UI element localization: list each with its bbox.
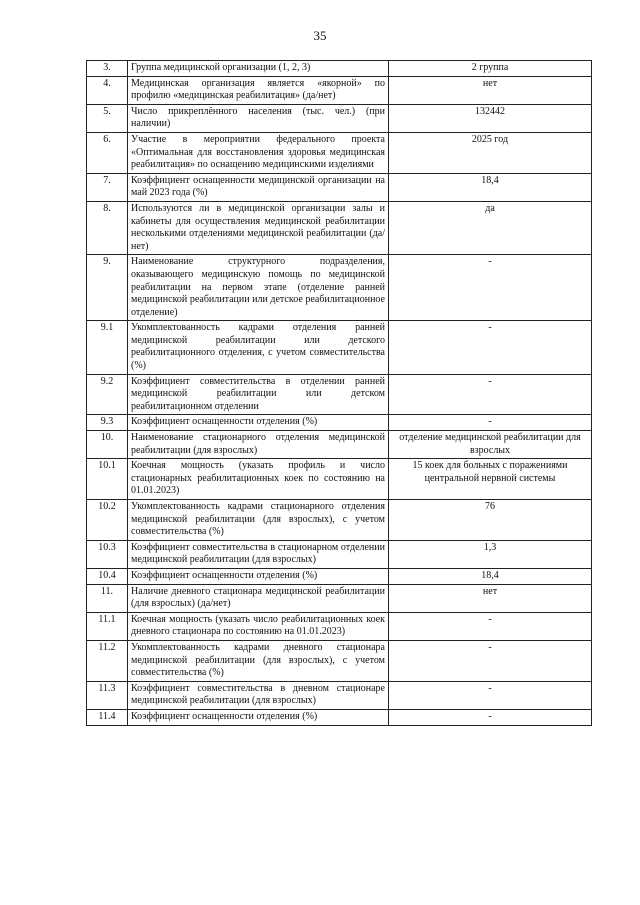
table-row <box>87 132 592 173</box>
row-description: Коэффициент оснащенности отделения (%) <box>128 415 389 431</box>
row-description: Коэффициент совместительства в стационарном отделении медицинской реабилитации (для взрослых) <box>128 540 389 568</box>
row-value: - <box>389 681 592 709</box>
row-number: 6. <box>87 132 128 173</box>
row-value: - <box>389 374 592 415</box>
row-number: 9.1 <box>87 321 128 374</box>
row-description: Укомплектованность кадрами дневного стационара медицинской реабилитации (для взрослых), с учетом совместительства (%) <box>128 640 389 681</box>
row-description: Медицинская организация является «якорной» по профилю «медицинская реабилитация» (да/нет) <box>128 76 389 104</box>
row-value: 76 <box>389 500 592 541</box>
table-row <box>87 76 592 104</box>
row-value: нет <box>389 76 592 104</box>
table-row <box>87 459 592 500</box>
row-number: 10. <box>87 431 128 459</box>
row-number: 11.4 <box>87 709 128 725</box>
row-number: 9.2 <box>87 374 128 415</box>
rehabilitation-table <box>86 60 592 726</box>
row-value: отделение медицинской реабилитации для взрослых <box>389 431 592 459</box>
row-description: Коэффициент оснащенности медицинской организации на май 2023 года (%) <box>128 173 389 201</box>
row-description: Число прикреплённого населения (тыс. чел.) (при наличии) <box>128 104 389 132</box>
table-row <box>87 201 592 254</box>
row-value: - <box>389 612 592 640</box>
row-description: Коэффициент оснащенности отделения (%) <box>128 709 389 725</box>
row-description: Наличие дневного стационара медицинской реабилитации (для взрослых) (да/нет) <box>128 584 389 612</box>
row-number: 11.3 <box>87 681 128 709</box>
table-row <box>87 415 592 431</box>
row-description: Группа медицинской организации (1, 2, 3) <box>128 61 389 77</box>
table-row <box>87 374 592 415</box>
table-row <box>87 568 592 584</box>
table-row <box>87 61 592 77</box>
row-number: 10.3 <box>87 540 128 568</box>
row-value: нет <box>389 584 592 612</box>
row-description: Наименование стационарного отделения медицинской реабилитации (для взрослых) <box>128 431 389 459</box>
row-value: - <box>389 640 592 681</box>
row-value: 1,3 <box>389 540 592 568</box>
row-number: 11. <box>87 584 128 612</box>
table-row <box>87 540 592 568</box>
row-description: Коэффициент совместительства в дневном стационаре медицинской реабилитации (для взрослых) <box>128 681 389 709</box>
row-value: 2025 год <box>389 132 592 173</box>
row-description: Укомплектованность кадрами стационарного отделения медицинской реабилитации (для взрослых), с учетом совместительства (%) <box>128 500 389 541</box>
row-value: 2 группа <box>389 61 592 77</box>
row-value: - <box>389 321 592 374</box>
row-description: Коечная мощность (указать число реабилитационных коек дневного стационара по состоянию на 01.01.2023) <box>128 612 389 640</box>
table-row <box>87 500 592 541</box>
table-row <box>87 709 592 725</box>
row-number: 9.3 <box>87 415 128 431</box>
row-description: Коэффициент оснащенности отделения (%) <box>128 568 389 584</box>
row-value: 15 коек для больных с поражениями центральной нервной системы <box>389 459 592 500</box>
row-value: - <box>389 415 592 431</box>
row-value: 132442 <box>389 104 592 132</box>
row-description: Коечная мощность (указать профиль и число стационарных реабилитационных коек по состоянию на 01.01.2023) <box>128 459 389 500</box>
row-number: 5. <box>87 104 128 132</box>
table-row <box>87 612 592 640</box>
table-row <box>87 584 592 612</box>
row-number: 7. <box>87 173 128 201</box>
row-number: 11.2 <box>87 640 128 681</box>
row-number: 4. <box>87 76 128 104</box>
row-value: 18,4 <box>389 173 592 201</box>
row-number: 10.2 <box>87 500 128 541</box>
row-number: 10.4 <box>87 568 128 584</box>
table-row <box>87 255 592 321</box>
table-row <box>87 431 592 459</box>
row-number: 3. <box>87 61 128 77</box>
table-row <box>87 681 592 709</box>
row-value: да <box>389 201 592 254</box>
table-row <box>87 640 592 681</box>
row-description: Используются ли в медицинской организации залы и кабинеты для осуществления медицинской реабилитации несколькими отделениями медицинской реабилитации (да/нет) <box>128 201 389 254</box>
row-number: 10.1 <box>87 459 128 500</box>
row-number: 9. <box>87 255 128 321</box>
table-row <box>87 321 592 374</box>
row-value: 18,4 <box>389 568 592 584</box>
row-number: 11.1 <box>87 612 128 640</box>
row-value: - <box>389 709 592 725</box>
page-number: 35 <box>313 28 327 43</box>
table-row <box>87 173 592 201</box>
row-description: Участие в мероприятии федерального проекта «Оптимальная для восстановления здоровья медицинская реабилитация» по оснащению медицинскими изделиями <box>128 132 389 173</box>
row-value: - <box>389 255 592 321</box>
row-description: Коэффициент совместительства в отделении ранней медицинской реабилитации или детском реабилитационном отделении <box>128 374 389 415</box>
row-number: 8. <box>87 201 128 254</box>
table-row <box>87 104 592 132</box>
row-description: Укомплектованность кадрами отделения ранней медицинской реабилитации или детского реабилитационного отделения, с учетом совместительства (%) <box>128 321 389 374</box>
row-description: Наименование структурного подразделения, оказывающего медицинскую помощь по медицинской реабилитации на первом этапе (отделение ранней медицинской реабилитации или детское реабилитационное отделение) <box>128 255 389 321</box>
